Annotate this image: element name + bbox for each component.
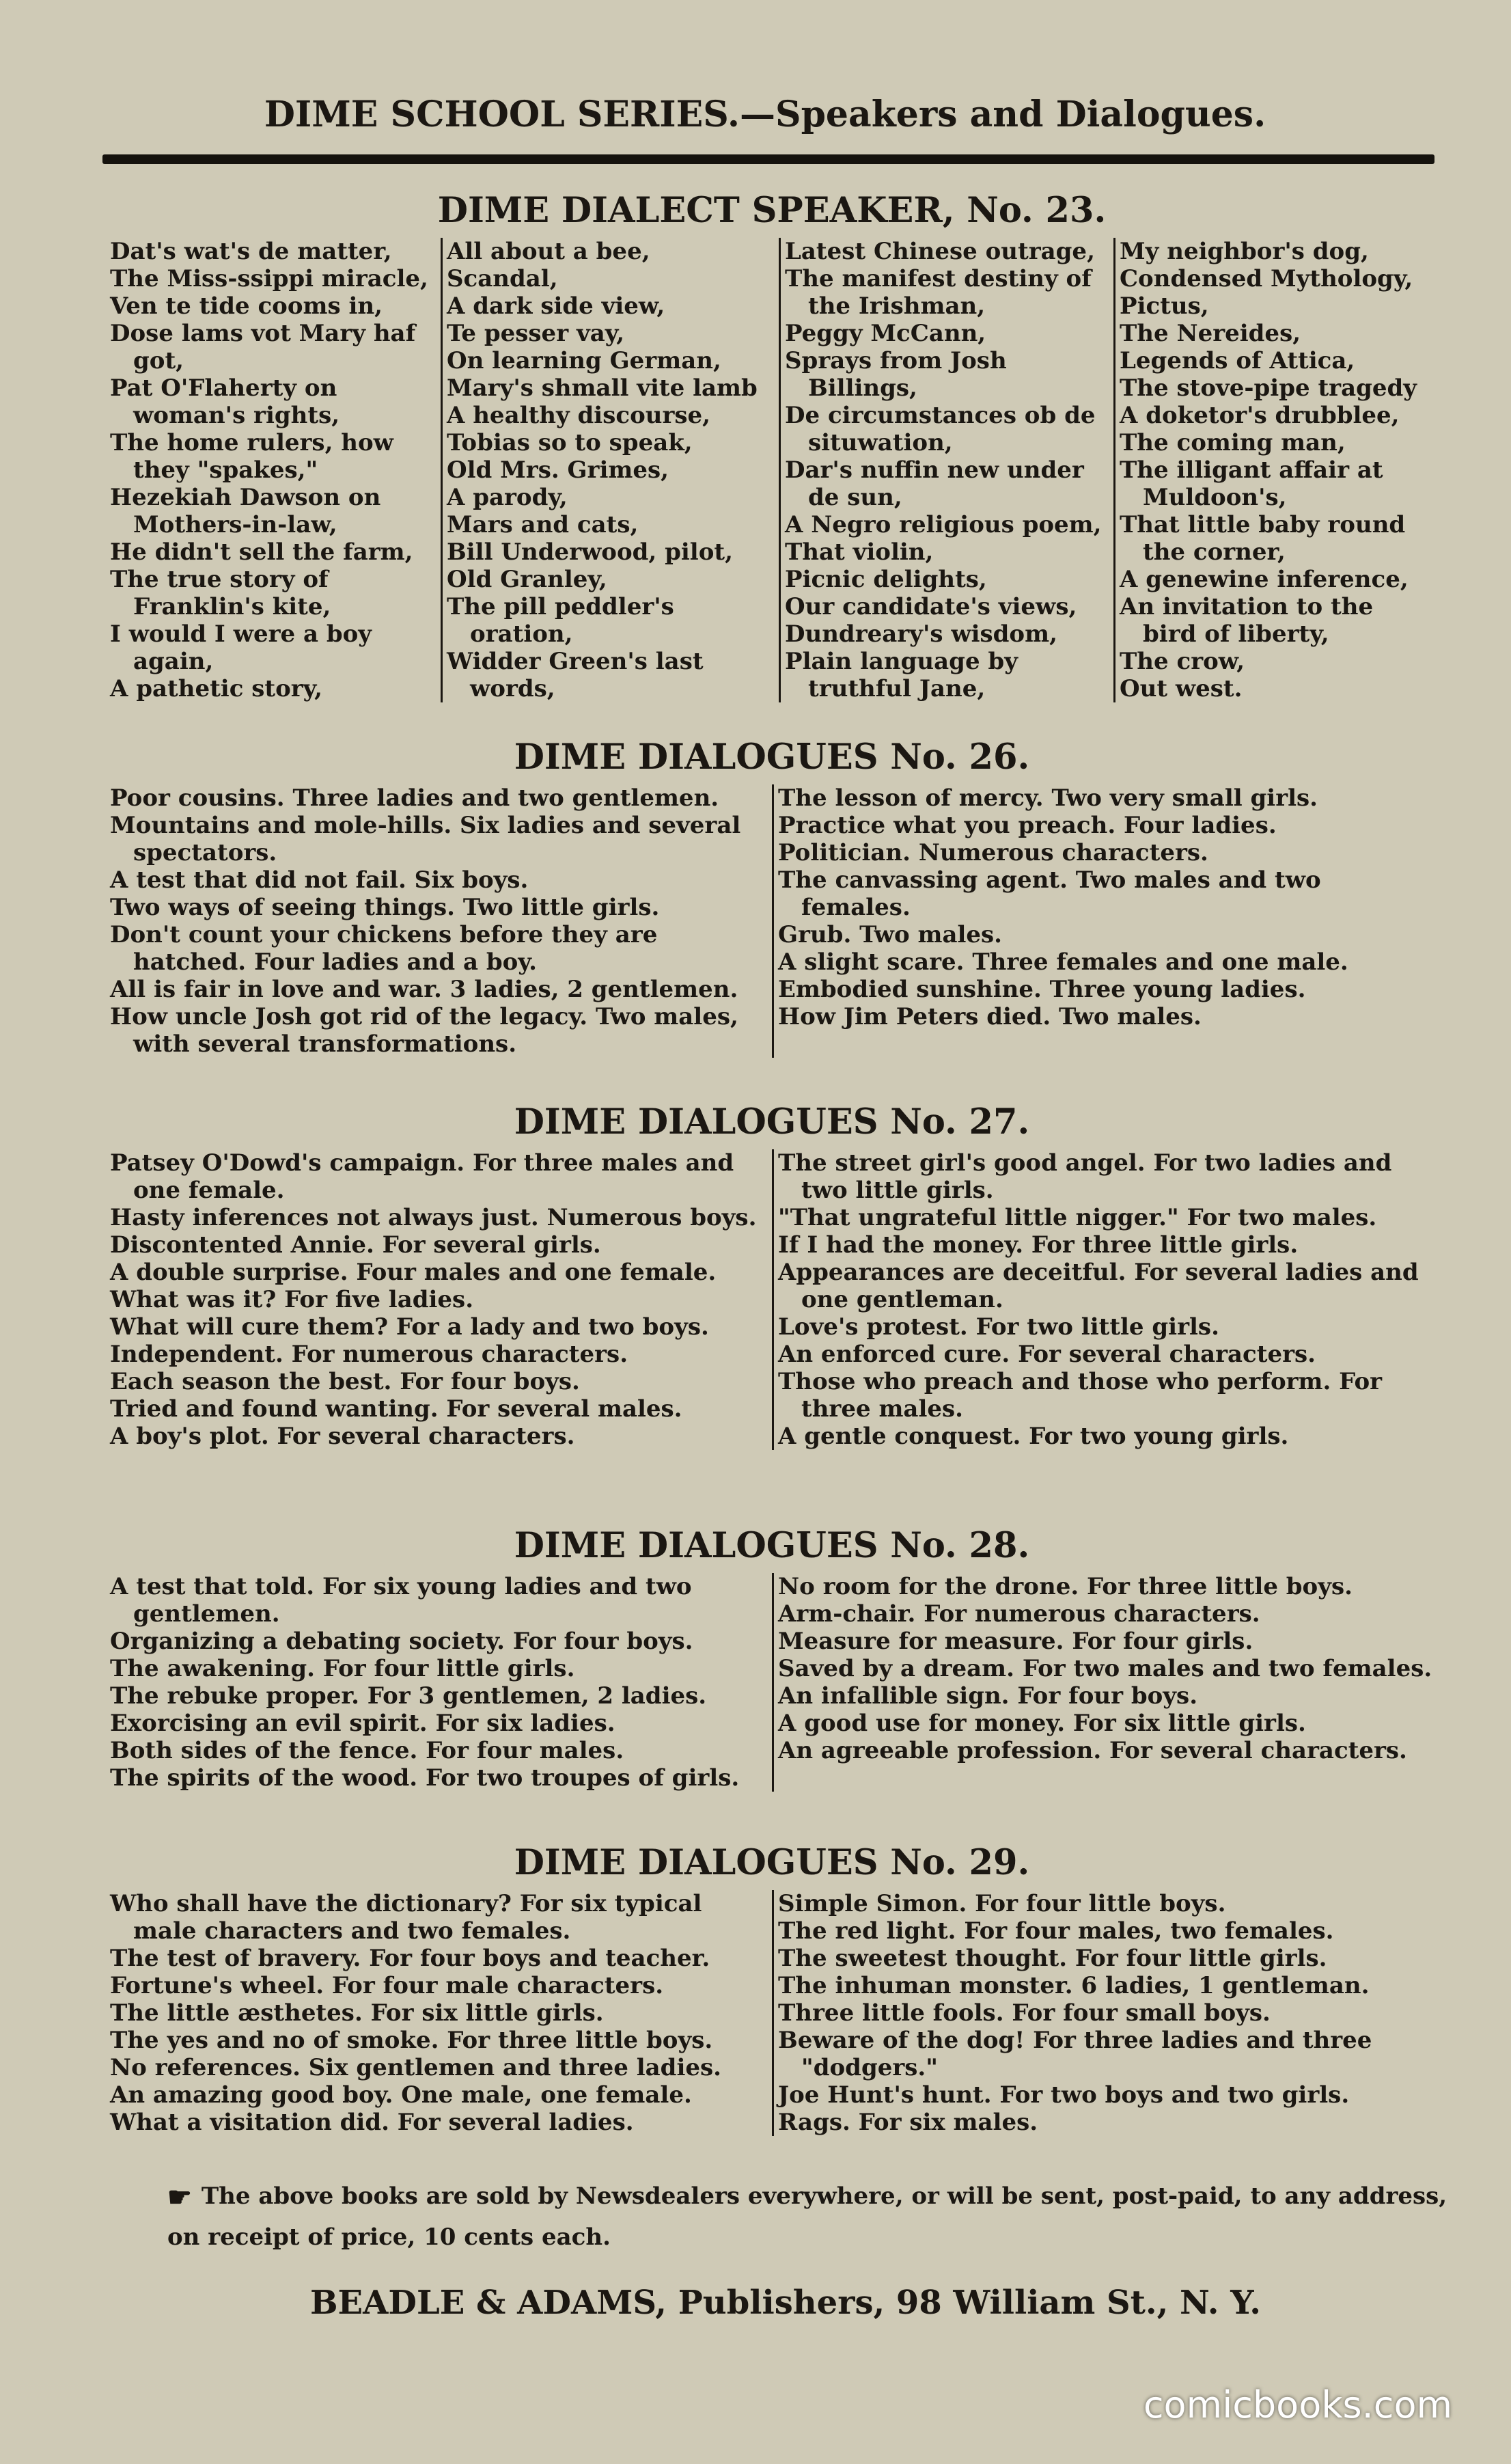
header-rule [102, 154, 1434, 164]
list-item: Organizing a debating society. For four boys. [110, 1628, 693, 1655]
dialogues-27-left [106, 1149, 772, 1450]
list-item: Mary's shmall vite lamb [447, 374, 758, 402]
list-item: What was it? For five ladies. [110, 1286, 474, 1313]
list-item: No references. Six gentlemen and three ladies. [110, 2054, 721, 2081]
list-item: Appearances are deceitful. For several ladies and one gentleman. [778, 1259, 1419, 1313]
section-dialect-speaker-23 [106, 183, 1438, 702]
list-item: The street girl's good angel. For two ladies and two little girls. [778, 1149, 1392, 1204]
list-item: Widder Green's last words, [447, 648, 704, 702]
list-item: Simple Simon. For four little boys. [778, 1890, 1226, 1917]
list-item: Dat's wat's de matter, [110, 238, 392, 265]
list-item: Mountains and mole-hills. Six ladies and several spectators. [110, 812, 741, 866]
list-item: Embodied sunshine. Three young ladies. [778, 976, 1306, 1003]
list-item: Grub. Two males. [778, 921, 1002, 948]
list-item: Hezekiah Dawson on Mothers-in-law, [110, 484, 381, 538]
list-item: Measure for measure. For four girls. [778, 1628, 1253, 1655]
publisher-line: BEADLE & ADAMS, Publishers, 98 William St., N. Y. [309, 2284, 1262, 2322]
list-item: The lesson of mercy. Two very small girls. [778, 784, 1318, 812]
list-item: That little baby round the corner, [1120, 511, 1406, 566]
list-item: Te pesser vay, [447, 320, 625, 347]
list-item: Dundreary's wisdom, [785, 620, 1057, 648]
list-item: Practice what you preach. Four ladies. [778, 812, 1277, 839]
list-item: The true story of Franklin's kite, [110, 566, 331, 620]
list-item: The red light. For four males, two females. [778, 1917, 1334, 1945]
list-item: The pill peddler's oration, [447, 593, 674, 648]
list-item: Rags. For six males. [778, 2109, 1038, 2136]
list-item: Fortune's wheel. For four male characters. [110, 1972, 664, 1999]
list-item: Hasty inferences not always just. Numerous boys. [110, 1204, 757, 1231]
list-item: Joe Hunt's hunt. For two boys and two girls. [778, 2081, 1350, 2109]
list-item: Discontented Annie. For several girls. [110, 1231, 601, 1259]
list-item: On learning German, [447, 347, 721, 374]
section-title: DIME DIALOGUES No. 28. [514, 1525, 1030, 1566]
dialogues-29-right [772, 1890, 1438, 2136]
section-title: DIME DIALOGUES No. 29. [514, 1842, 1030, 1883]
list-item: Tobias so to speak, [447, 429, 693, 456]
list-item: Don't count your chickens before they are hatched. Four ladies and a boy. [110, 921, 658, 976]
list-item: A healthy discourse, [447, 402, 710, 429]
list-item: What a visitation did. For several ladies. [110, 2109, 634, 2136]
list-item: An enforced cure. For several characters. [778, 1341, 1316, 1368]
list-item: A gentle conquest. For two young girls. [778, 1423, 1289, 1450]
footer-note [133, 2176, 1465, 2257]
list-item: Who shall have the dictionary? For six typical male characters and two females. [110, 1890, 702, 1945]
list-item: An invitation to the bird of liberty, [1120, 593, 1374, 648]
list-item: Mars and cats, [447, 511, 639, 538]
list-item: Both sides of the fence. For four males. [110, 1737, 624, 1764]
list-item: Saved by a dream. For two males and two females. [778, 1655, 1432, 1682]
list-item: A doketor's drubblee, [1120, 402, 1400, 429]
list-item: Politician. Numerous characters. [778, 839, 1208, 866]
list-item: I would I were a boy again, [110, 620, 372, 675]
section-dialogues-28 [106, 1518, 1438, 1792]
list-item: A parody, [447, 484, 568, 511]
list-item: "That ungrateful little nigger." For two males. [778, 1204, 1377, 1231]
list-item: The Nereides, [1120, 320, 1301, 347]
list-item: Out west. [1120, 675, 1243, 702]
list-item: The rebuke proper. For 3 gentlemen, 2 ladies. [110, 1682, 707, 1710]
list-item: A double surprise. Four males and one female. [110, 1259, 717, 1286]
list-item: Sprays from Josh Billings, [785, 347, 1007, 402]
list-item: A Negro religious poem, [785, 511, 1102, 538]
dialogues-29-left [106, 1890, 772, 2136]
dialogues-27-columns [106, 1149, 1438, 1450]
page-header: DIME SCHOOL SERIES.—Speakers and Dialogues. [264, 94, 1266, 135]
list-item: The yes and no of smoke. For three little boys. [110, 2027, 713, 2054]
list-item: Patsey O'Dowd's campaign. For three males and one female. [110, 1149, 734, 1204]
list-item: The crow, [1120, 648, 1245, 675]
list-item: Those who preach and those who perform. For three males. [778, 1368, 1383, 1423]
list-item: An amazing good boy. One male, one female. [110, 2081, 692, 2109]
list-item: Latest Chinese outrage, [785, 238, 1095, 265]
list-item: De circumstances ob de situwation, [785, 402, 1096, 456]
list-item: Beware of the dog! For three ladies and three "dodgers." [778, 2027, 1372, 2081]
section-title: DIME DIALOGUES No. 27. [514, 1101, 1030, 1142]
list-item: He didn't sell the farm, [110, 538, 413, 566]
list-item: The little æsthetes. For six little girls. [110, 1999, 604, 2027]
list-item: A slight scare. Three females and one male. [778, 948, 1348, 976]
list-item: Our candidate's views, [785, 593, 1077, 620]
list-item: Plain language by truthful Jane, [785, 648, 1018, 702]
list-item: The inhuman monster. 6 ladies, 1 gentleman. [778, 1972, 1370, 1999]
list-item: The manifest destiny of the Irishman, [785, 265, 1092, 320]
list-item: Old Granley, [447, 566, 607, 593]
list-item: All about a bee, [447, 238, 650, 265]
dialogues-26-columns [106, 784, 1438, 1058]
list-item: Peggy McCann, [785, 320, 986, 347]
list-item: Condensed Mythology, [1120, 265, 1413, 292]
section-dialogues-29 [106, 1835, 1438, 2136]
dialogues-29-columns [106, 1890, 1438, 2136]
speaker-column-2 [441, 238, 779, 702]
list-item: Each season the best. For four boys. [110, 1368, 580, 1395]
dialogues-26-right [772, 784, 1438, 1058]
list-item: Bill Underwood, pilot, [447, 538, 733, 566]
list-item: The stove-pipe tragedy [1120, 374, 1417, 402]
list-item: The test of bravery. For four boys and teacher. [110, 1945, 710, 1972]
list-item: An agreeable profession. For several characters. [778, 1737, 1407, 1764]
speaker-column-4 [1113, 238, 1438, 702]
list-item: Picnic delights, [785, 566, 987, 593]
section-dialogues-26 [106, 730, 1438, 1058]
list-item: Independent. For numerous characters. [110, 1341, 628, 1368]
section-title: DIME DIALECT SPEAKER, No. 23. [437, 190, 1107, 231]
list-item: Tried and found wanting. For several males. [110, 1395, 682, 1423]
list-item: Love's protest. For two little girls. [778, 1313, 1219, 1341]
list-item: Scandal, [447, 265, 558, 292]
list-item: A pathetic story, [110, 675, 323, 702]
list-item: My neighbor's dog, [1120, 238, 1369, 265]
speaker-column-1 [106, 238, 441, 702]
list-item: A boy's plot. For several characters. [110, 1423, 575, 1450]
list-item: All is fair in love and war. 3 ladies, 2 gentlemen. [110, 976, 738, 1003]
list-item: Three little fools. For four small boys. [778, 1999, 1271, 2027]
watermark: comicbooks.com [1143, 2383, 1453, 2426]
list-item: Two ways of seeing things. Two little girls. [110, 894, 660, 921]
list-item: The illigant affair at Muldoon's, [1120, 456, 1383, 511]
list-item: A test that did not fail. Six boys. [110, 866, 529, 894]
list-item: Pictus, [1120, 292, 1209, 320]
dialogues-28-columns [106, 1573, 1438, 1792]
list-item: Ven te tide cooms in, [110, 292, 383, 320]
list-item: Exorcising an evil spirit. For six ladies. [110, 1710, 615, 1737]
list-item: A dark side view, [447, 292, 665, 320]
section-title: DIME DIALOGUES No. 26. [514, 737, 1030, 778]
list-item: If I had the money. For three little girls. [778, 1231, 1299, 1259]
list-item: A good use for money. For six little girls. [778, 1710, 1306, 1737]
list-item: An infallible sign. For four boys. [778, 1682, 1198, 1710]
list-item: A test that told. For six young ladies and two gentlemen. [110, 1573, 692, 1628]
section-dialogues-27 [106, 1095, 1438, 1450]
list-item: Dose lams vot Mary haf got, [110, 320, 416, 374]
list-item: That violin, [785, 538, 934, 566]
list-item: No room for the drone. For three little boys. [778, 1573, 1353, 1600]
list-item: Legends of Attica, [1120, 347, 1355, 374]
list-item: The awakening. For four little girls. [110, 1655, 575, 1682]
list-item: What will cure them? For a lady and two boys. [110, 1313, 709, 1341]
speaker-column-3 [779, 238, 1113, 702]
pointing-hand-icon: ☛ [167, 2181, 192, 2213]
list-item: The canvassing agent. Two males and two females. [778, 866, 1321, 921]
dialogues-28-left [106, 1573, 772, 1792]
list-item: The coming man, [1120, 429, 1346, 456]
list-item: Poor cousins. Three ladies and two gentlemen. [110, 784, 719, 812]
list-item: The sweetest thought. For four little girls. [778, 1945, 1327, 1972]
dialogues-28-right [772, 1573, 1438, 1792]
list-item: How Jim Peters died. Two males. [778, 1003, 1202, 1030]
list-item: The Miss-ssippi miracle, [110, 265, 428, 292]
speaker-columns [106, 238, 1438, 702]
list-item: Old Mrs. Grimes, [447, 456, 669, 484]
list-item: A genewine inference, [1120, 566, 1409, 593]
list-item: Dar's nuffin new under de sun, [785, 456, 1084, 511]
list-item: Arm-chair. For numerous characters. [778, 1600, 1260, 1628]
footer-note-text: The above books are sold by Newsdealers everywhere, or will be sent, post-paid, to any address, on receipt of price, 10 cents each. [167, 2182, 1447, 2251]
list-item: The home rulers, how they "spakes," [110, 429, 393, 484]
dialogues-26-left [106, 784, 772, 1058]
list-item: The spirits of the wood. For two troupes of girls. [110, 1764, 740, 1792]
list-item: Pat O'Flaherty on woman's rights, [110, 374, 340, 429]
list-item: How uncle Josh got rid of the legacy. Two males, with several transformations. [110, 1003, 738, 1058]
dialogues-27-right [772, 1149, 1438, 1450]
